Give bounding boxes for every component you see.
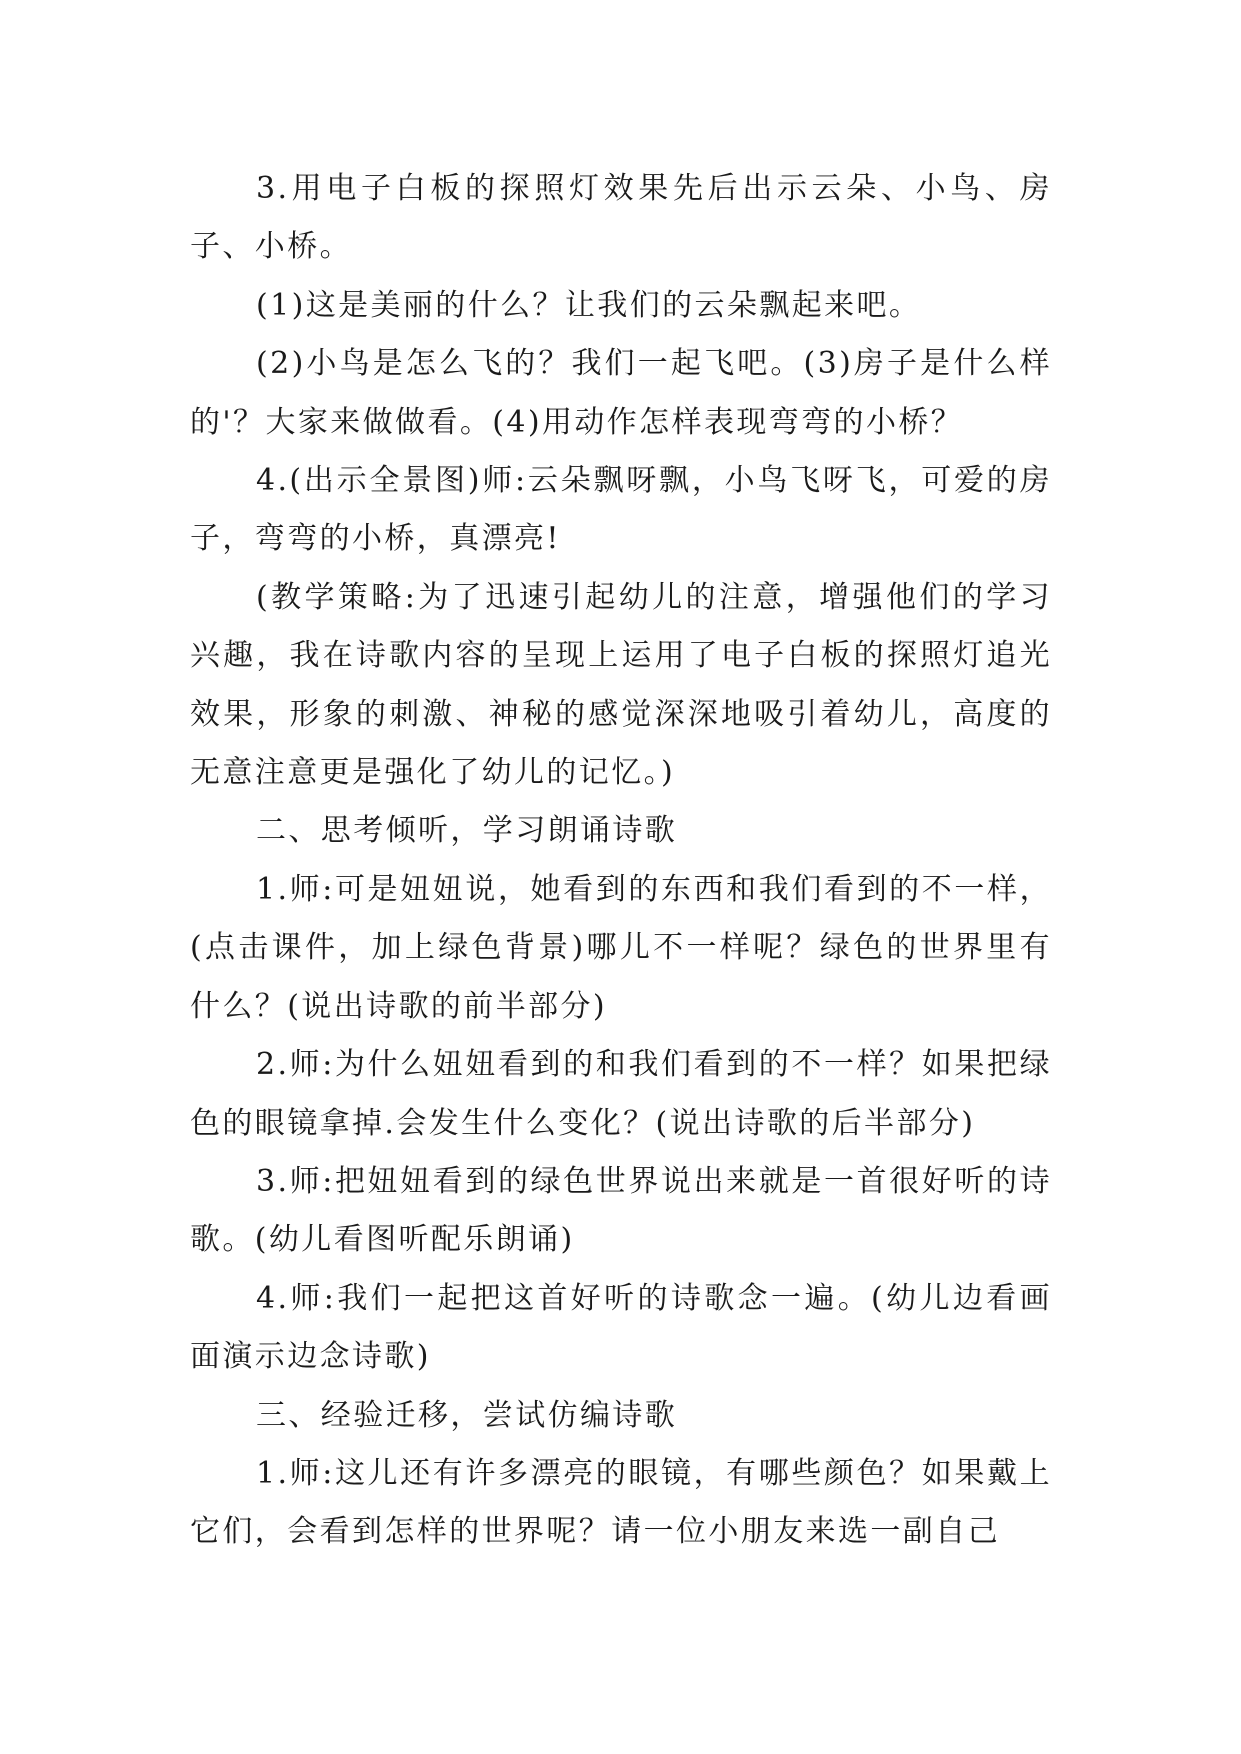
section-heading-3: 三、经验迁移，尝试仿编诗歌: [256, 1397, 678, 1433]
section-heading-2: 二、思考倾听，学习朗诵诗歌: [256, 813, 678, 849]
paragraph-5: (教学策略:为了迅速引起幼儿的注意，增强他们的学习兴趣，我在诗歌内容的呈现上运用了电子白板的探照灯追光效果，形象的刺激、神秘的感觉深深地吸引着幼儿，高度的无意注意更是强化了幼儿的记忆。): [190, 579, 1052, 791]
paragraph-2: (1)这是美丽的什么？让我们的云朵飘起来吧。: [256, 287, 922, 323]
paragraph-7: 1.师:可是妞妞说，她看到的东西和我们看到的不一样，(点击课件，加上绿色背景)哪儿不一样呢？绿色的世界里有什么？(说出诗歌的前半部分): [190, 871, 1052, 1024]
paragraph-9: 3.师:把妞妞看到的绿色世界说出来就是一首很好听的诗歌。(幼儿看图听配乐朗诵): [190, 1163, 1052, 1258]
paragraph-1: 3.用电子白板的探照灯效果先后出示云朵、小鸟、房子、小桥。: [190, 171, 1052, 265]
paragraph-10: 4.师:我们一起把这首好听的诗歌念一遍。(幼儿边看画面演示边念诗歌): [190, 1280, 1052, 1375]
document-body: [190, 160, 1052, 1562]
paragraph-3: (2)小鸟是怎么飞的？我们一起飞吧。(3)房子是什么样的'？大家来做做看。(4)用动作怎样表现弯弯的小桥？: [190, 346, 1052, 440]
paragraph-4: 4.(出示全景图)师:云朵飘呀飘，小鸟飞呀飞，可爱的房子，弯弯的小桥，真漂亮!: [190, 463, 1052, 557]
paragraph-12: 1.师:这儿还有许多漂亮的眼镜，有哪些颜色？如果戴上它们，会看到怎样的世界呢？请一位小朋友来选一副自己: [190, 1455, 1052, 1550]
paragraph-8: 2.师:为什么妞妞看到的和我们看到的不一样？如果把绿色的眼镜拿掉.会发生什么变化？(说出诗歌的后半部分): [190, 1047, 1052, 1141]
